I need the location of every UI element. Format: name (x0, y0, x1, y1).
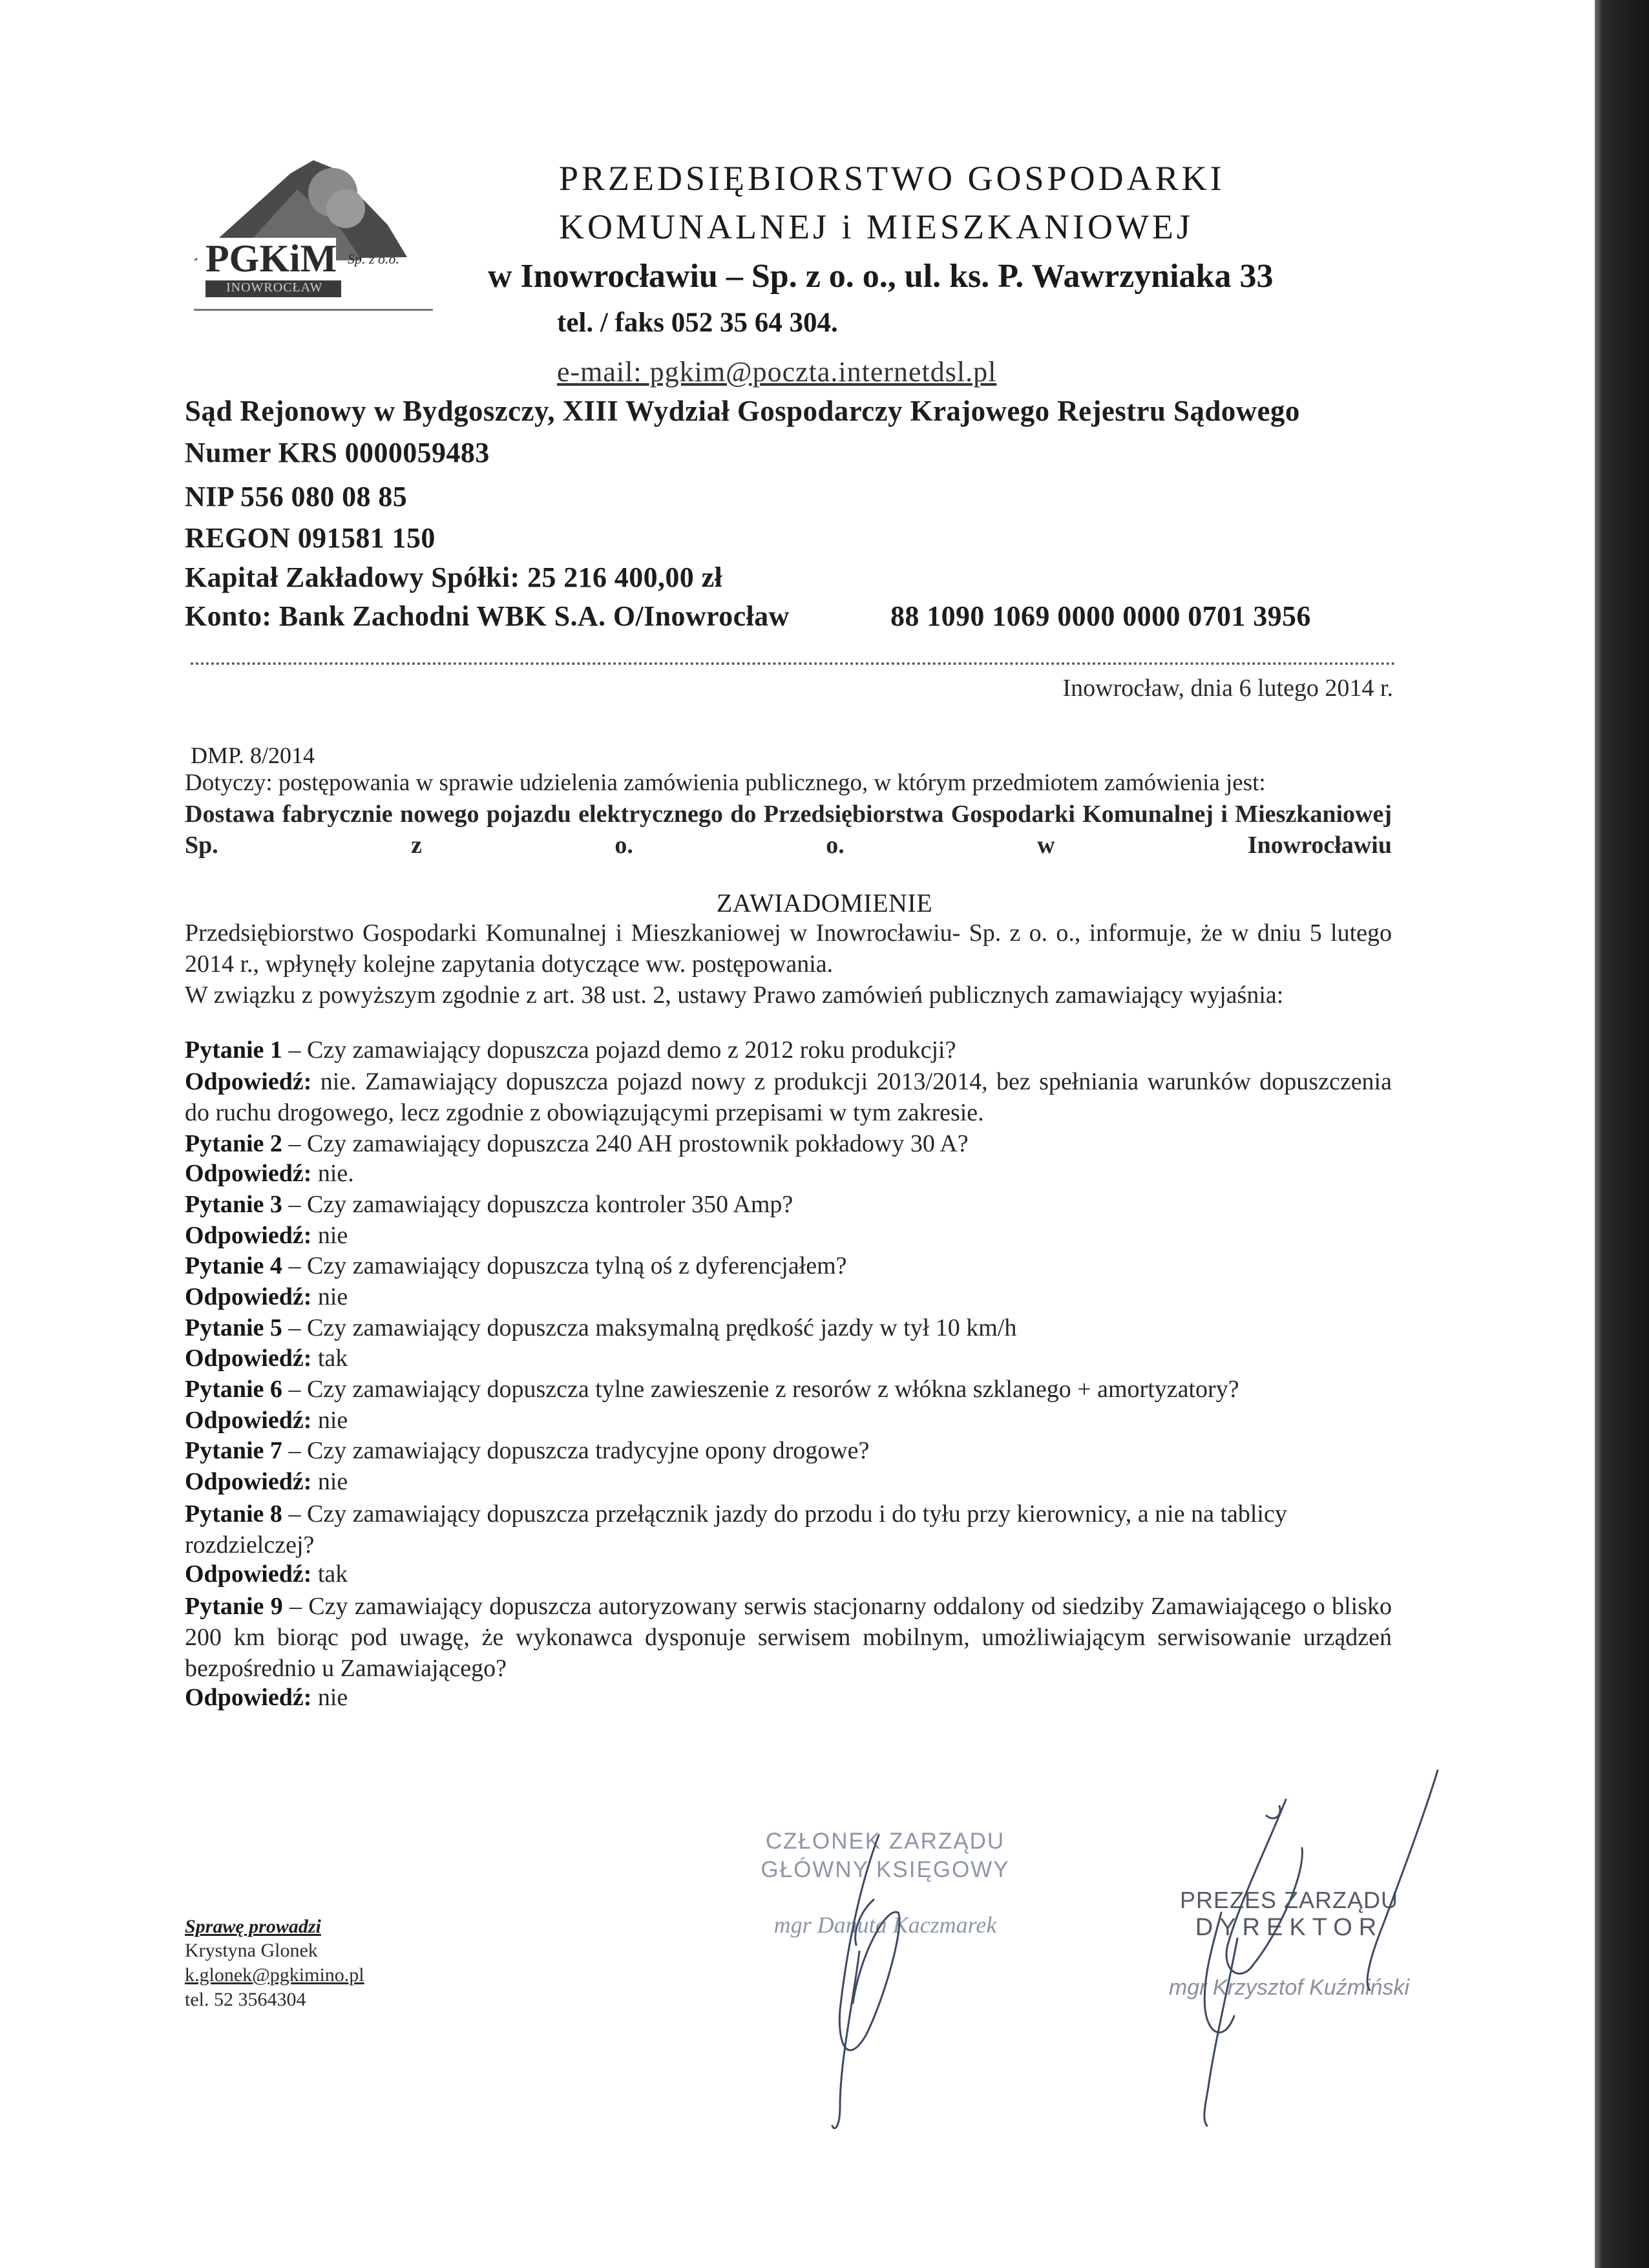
stamp-line-1: CZŁONEK ZARZĄDU (765, 1829, 1005, 1854)
logo-text: PGKiM (205, 237, 337, 280)
answer-5 (185, 1344, 348, 1372)
answer-text: nie (311, 1283, 348, 1310)
question-6 (185, 1375, 1239, 1403)
logo-underline (194, 309, 433, 311)
notice-heading: ZAWIADOMIENIE (716, 888, 933, 918)
question-text: – Czy zamawiający dopuszcza pojazd demo z 2012 roku produkcji? (282, 1036, 956, 1064)
question-label: Pytanie 8 (185, 1500, 282, 1528)
question-text: – Czy zamawiający dopuszcza tylne zawieszenie z resorów z włókna szklanego + amortyzatory? (282, 1376, 1239, 1403)
answer-text: nie (311, 1468, 348, 1495)
court-registry: Sąd Rejonowy w Bydgoszczy, XIII Wydział Gospodarczy Krajowego Rejestru Sądowego (185, 395, 1300, 427)
scan-edge-shadow (1595, 0, 1649, 2268)
question-label: Pytanie 1 (185, 1036, 282, 1064)
company-name-line1: PRZEDSIĘBIORSTWO GOSPODARKI (559, 159, 1225, 198)
answer-text: nie. Zamawiający dopuszcza pojazd nowy z produkcji 2013/2014, bez spełniania warunków dopuszczenia do ruchu drogowego, lecz zgodnie z obowiązującymi przepisami w tym zakresie. (185, 1068, 1392, 1126)
subject-title: Dostawa fabrycznie nowego pojazdu elektrycznego do Przedsiębiorstwa Gospodarki Komunalnej i Mieszkaniowej Sp. z o. o. w Inowrocławiu (185, 801, 1392, 859)
prepared-by-name: Krystyna Glonek (185, 1940, 318, 1961)
answer-text: nie (311, 1684, 348, 1711)
stamp-name: mgr Danuta Kaczmarek (773, 1912, 997, 1938)
question-text: – Czy zamawiający dopuszcza 240 AH prostownik pokładowy 30 A? (282, 1130, 969, 1157)
company-phone: tel. / faks 052 35 64 304. (557, 308, 838, 338)
answer-label: Odpowiedź: (185, 1468, 312, 1495)
regon-number: REGON 091581 150 (185, 522, 436, 554)
reference-number: DMP. 8/2014 (191, 742, 315, 768)
prepared-by-email-link[interactable]: k.glonek@pgkimino.pl (185, 1964, 364, 1986)
company-address: w Inowrocławiu – Sp. z o. o., ul. ks. P. Wawrzyniaka 33 (488, 258, 1274, 295)
answer-text: tak (311, 1560, 348, 1588)
question-3 (185, 1190, 793, 1219)
president-stamp (1140, 1887, 1438, 2000)
question-text: – Czy zamawiający dopuszcza autoryzowany serwis stacjonarny oddalony od siedziby Zamawiającego o blisko 200 km biorąc pod uwagę, że wykonawca dysponuje serwisem mobilnym, umożliwiającym serwisowanie urządzeń bezpośrednio u Zamawiającego? (185, 1593, 1392, 1682)
question-text: – Czy zamawiający dopuszcza przełącznik jazdy do przodu i do tyłu przy kierownicy, a nie na tablicy rozdzielczej? (185, 1500, 1287, 1559)
answer-3 (185, 1221, 348, 1250)
stamp-name: mgr Krzysztof Kuźmiński (1168, 1975, 1410, 2000)
answer-label: Odpowiedź: (185, 1345, 312, 1372)
answer-9 (185, 1683, 348, 1712)
share-capital: Kapitał Zakładowy Spółki: 25 216 400,00 zł (185, 562, 723, 593)
nip-number: NIP 556 080 08 85 (185, 481, 408, 512)
prepared-by-phone: tel. 52 3564304 (185, 1989, 306, 2010)
stamp-line-2: GŁÓWNY KSIĘGOWY (761, 1857, 1010, 1882)
answer-label: Odpowiedź: (185, 1160, 312, 1187)
document-date: Inowrocław, dnia 6 lutego 2014 r. (1062, 675, 1393, 702)
answer-4 (185, 1283, 348, 1311)
company-name-line2: KOMUNALNEJ i MIESZKANIOWEJ (559, 207, 1193, 246)
question-label: Pytanie 2 (185, 1130, 282, 1157)
answer-label: Odpowiedź: (185, 1068, 312, 1095)
answer-text: tak (311, 1345, 348, 1372)
krs-number: Numer KRS 0000059483 (185, 437, 490, 468)
logo-spzoo: Sp. z o.o. (348, 251, 400, 267)
answer-label: Odpowiedź: (185, 1283, 312, 1310)
answer-2 (185, 1159, 354, 1188)
board-member-stamp (724, 1827, 1047, 1938)
question-text: – Czy zamawiający dopuszcza kontroler 350 Amp? (282, 1191, 793, 1218)
question-8 (185, 1498, 1392, 1560)
answer-6 (185, 1406, 348, 1434)
question-5 (185, 1314, 1016, 1342)
answer-label: Odpowiedź: (185, 1222, 312, 1249)
answer-8 (185, 1560, 348, 1588)
question-label: Pytanie 6 (185, 1376, 282, 1403)
stamp-line-1: PREZES ZARZĄDU (1179, 1887, 1399, 1913)
question-label: Pytanie 3 (185, 1191, 282, 1218)
question-1 (185, 1036, 956, 1064)
logo-subtitle: INOWROCŁAW (226, 280, 323, 295)
question-text: – Czy zamawiający dopuszcza maksymalną prędkość jazdy w tył 10 km/h (282, 1314, 1017, 1341)
company-email-link[interactable]: e-mail: pgkim@poczta.internetdsl.pl (557, 356, 997, 388)
question-label: Pytanie 7 (185, 1437, 282, 1464)
question-text: – Czy zamawiający dopuszcza tylną oś z dyferencjałem? (282, 1252, 847, 1279)
question-text: – Czy zamawiający dopuszcza tradycyjne opony drogowe? (282, 1437, 870, 1464)
prepared-by-title: Sprawę prowadzi (185, 1916, 321, 1937)
question-label: Pytanie 4 (185, 1252, 282, 1279)
question-9 (185, 1591, 1392, 1684)
stamp-line-2: DYREKTOR (1195, 1914, 1383, 1941)
question-label: Pytanie 9 (185, 1593, 283, 1620)
answer-7 (185, 1467, 348, 1496)
answer-text: nie. (311, 1160, 354, 1187)
answer-1 (185, 1066, 1392, 1128)
question-label: Pytanie 5 (185, 1314, 282, 1341)
answer-label: Odpowiedź: (185, 1560, 312, 1588)
bank-account-number: 88 1090 1069 0000 0000 0701 3956 (890, 600, 1311, 632)
header-divider (191, 662, 1396, 665)
legal-basis-line: W związku z powyższym zgodnie z art. 38 ust. 2, ustawy Prawo zamówień publicznych zamawiający wyjaśnia: (185, 982, 1284, 1009)
company-logo (194, 154, 446, 315)
question-7 (185, 1436, 869, 1465)
question-2 (185, 1129, 969, 1158)
answer-label: Odpowiedź: (185, 1407, 312, 1434)
answer-label: Odpowiedź: (185, 1684, 312, 1711)
subject-intro: Dotyczy: postępowania w sprawie udzielenia zamówienia publicznego, w którym przedmiotem zamówienia jest: (185, 770, 1266, 796)
question-4 (185, 1252, 847, 1280)
bank-account-label: Konto: Bank Zachodni WBK S.A. O/Inowrocław (185, 600, 790, 632)
answer-text: nie (311, 1222, 348, 1249)
intro-paragraph: Przedsiębiorstwo Gospodarki Komunalnej i Mieszkaniowej w Inowrocławiu- Sp. z o. o., informuje, że w dniu 5 lutego 2014 r., wpłynęły kolejne zapytania dotyczące ww. postępowania. (185, 919, 1392, 978)
answer-text: nie (311, 1407, 348, 1434)
